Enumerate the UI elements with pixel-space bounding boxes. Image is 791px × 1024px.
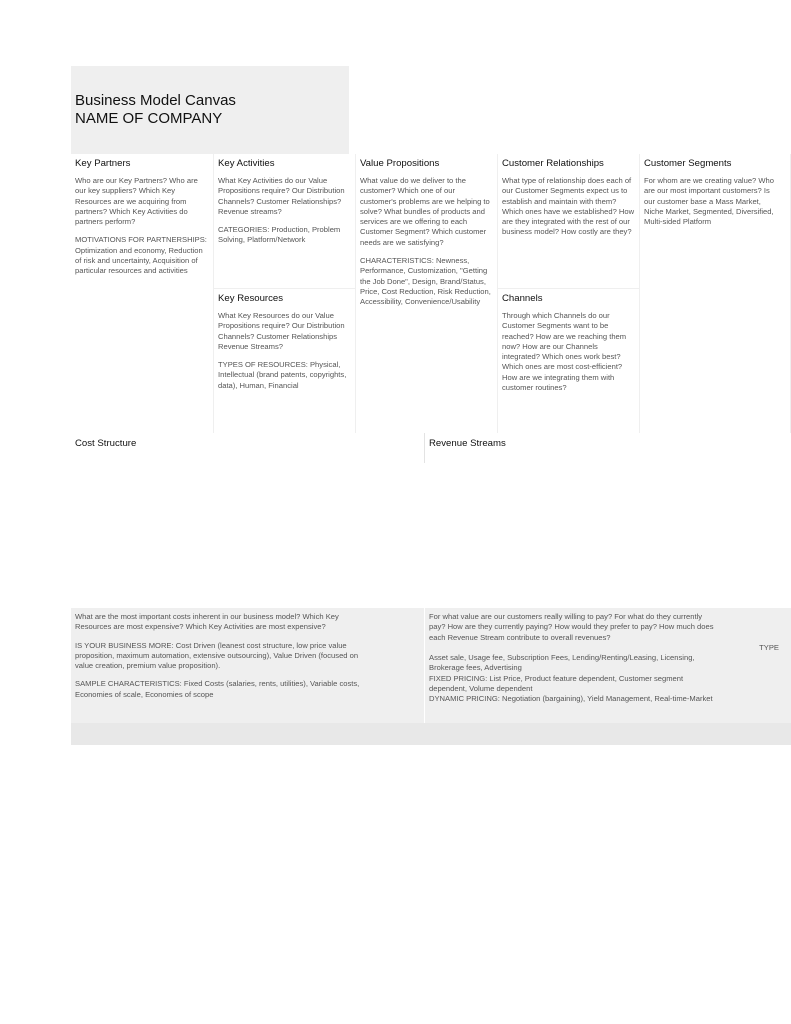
revenue-line: each Revenue Stream contribute to overall revenues? [429, 632, 611, 642]
revenue-streams-body [425, 608, 791, 723]
cost-structure-text [75, 612, 420, 700]
channels-questions: Through which Channels do our Customer Segments want to be reached? How are we reaching them now? How are our Channels integrated? Which ones work best? Which ones are most cost-efficient? How are we integrating them with customer routines? [502, 311, 627, 393]
customer-segments-text [644, 176, 776, 227]
channels-cell [498, 289, 639, 433]
customer-relationships-heading: Customer Relationships [502, 158, 604, 169]
revenue-streams-heading: Revenue Streams [429, 438, 506, 449]
revenue-types-label: TYPE [759, 642, 779, 652]
value-propositions-cell [356, 154, 497, 433]
key-resources-questions: What Key Resources do our Value Propositions require? Our Distribution Channels? Customer Relationships Revenue Streams? [218, 311, 345, 351]
key-partners-cell [71, 154, 213, 433]
customer-segments-heading: Customer Segments [644, 158, 732, 169]
title-block [71, 66, 349, 154]
cost-structure-heading: Cost Structure [75, 438, 137, 449]
revenue-line: DYNAMIC PRICING: Negotiation (bargaining), Yield Management, Real-time-Market [429, 694, 713, 704]
revenue-line: FIXED PRICING: List Price, Product feature dependent, Customer segment [429, 673, 684, 683]
key-resources-cell [214, 289, 355, 433]
cost-line: What are the most important costs inherent in our business model? Which Key [75, 612, 339, 621]
cost-line: value creation, premium value proposition). [75, 661, 221, 671]
canvas-title: Business Model Canvas [75, 92, 236, 109]
customer-segments-questions: For whom are we creating value? Who are our most important customers? Is our customer base a Mass Market, Niche Market, Segmented, Diversified, Multi-sided Platform [644, 176, 774, 227]
cost-structure-header [71, 433, 424, 463]
company-name: NAME OF COMPANY [75, 110, 223, 127]
revenue-streams-header [425, 433, 791, 463]
key-resources-types: TYPES OF RESOURCES: Physical, Intellectual (brand patents, copyrights, data), Human, Financial [218, 360, 347, 390]
revenue-line: Brokerage fees, Advertising [429, 663, 522, 673]
bottom-blank-area [71, 463, 791, 608]
key-partners-text [75, 176, 209, 277]
cost-line: Resources are most expensive? Which Key Activities are most expensive? [75, 622, 326, 632]
revenue-streams-text [429, 612, 787, 705]
customer-segments-cell [640, 154, 790, 433]
cost-line: Economies of scale, Economies of scope [75, 689, 214, 699]
channels-text [502, 311, 635, 393]
key-resources-text [218, 311, 351, 391]
value-propositions-characteristics: CHARACTERISTICS: Newness, Performance, Customization, "Getting the Job Done", Design, Brand/Status, Price, Cost Reduction, Risk Reduction, Accessibility, Convenience/Usability [360, 256, 491, 307]
key-partners-heading: Key Partners [75, 158, 131, 169]
cost-line: IS YOUR BUSINESS MORE: Cost Driven (leanest cost structure, low price value [75, 640, 347, 650]
value-propositions-questions: What value do we deliver to the customer? Which one of our customer's problems are we helping to solve? What bundles of products and services are we offering to each Customer Segment? Which customer needs are we satisfying? [360, 176, 490, 247]
key-activities-questions: What Key Activities do our Value Propositions require? Our Distribution Channels? Customer Relationships? Revenue streams? [218, 176, 345, 216]
cost-structure-body [71, 608, 424, 723]
cost-line: SAMPLE CHARACTERISTICS: Fixed Costs (salaries, rents, utilities), Variable costs, [75, 679, 360, 689]
key-activities-categories: CATEGORIES: Production, Problem Solving, Platform/Network [218, 225, 341, 245]
channels-heading: Channels [502, 293, 543, 304]
key-resources-heading: Key Resources [218, 293, 284, 304]
value-propositions-text [360, 176, 493, 308]
revenue-line: Asset sale, Usage fee, Subscription Fees, Lending/Renting/Leasing, Licensing, [429, 653, 695, 663]
key-activities-cell [214, 154, 355, 288]
value-propositions-heading: Value Propositions [360, 158, 440, 169]
key-partners-questions: Who are our Key Partners? Who are our key suppliers? Which Key Resources are we acquiring from partners? Which Key Activities do partners perform? [75, 176, 198, 227]
customer-relationships-questions: What type of relationship does each of our Customer Segments expect us to establish and maintain with them? Which ones have we established? How are they integrated with the rest of our business model? How costly are they? [502, 176, 635, 237]
customer-relationships-cell [498, 154, 639, 288]
customer-relationships-text [502, 176, 635, 238]
key-partners-motivations: MOTIVATIONS FOR PARTNERSHIPS: Optimization and economy, Reduction of risk and uncertainty, Acquisition of particular resources and activities [75, 235, 207, 276]
cost-line: proposition, maximum automation, extensive outsourcing), Value Driven (focused on [75, 650, 359, 660]
key-activities-heading: Key Activities [218, 158, 275, 169]
footer-bar [71, 723, 791, 745]
revenue-line: pay? How are they currently paying? How would they prefer to pay? How much does [429, 622, 714, 632]
revenue-line: For what value are our customers really willing to pay? For what do they currently [429, 612, 703, 621]
revenue-line: dependent, Volume dependent [429, 684, 533, 694]
key-activities-text [218, 176, 351, 246]
